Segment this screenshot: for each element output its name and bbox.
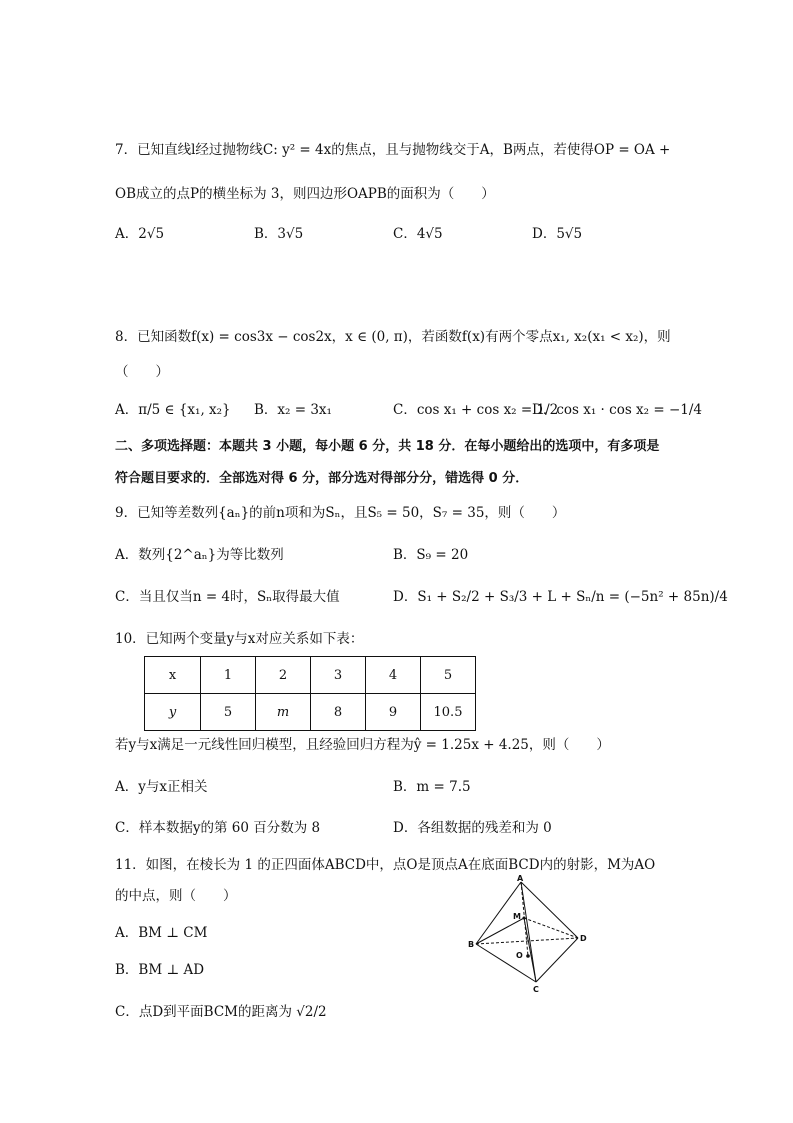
q10-option-b: B．m = 7.5 xyxy=(393,779,471,795)
q9-option-d: D．S₁ + S₂/2 + S₃/3 + L + Sₙ/n = (−5n² + 85n)/4 xyxy=(393,589,728,605)
figure-label-d: D xyxy=(580,934,587,943)
section2-line1: 二、多项选择题：本题共 3 小题，每小题 6 分，共 18 分．在每小题给出的选项中，有多项是 xyxy=(115,439,660,454)
q7-line2: OB成立的点P的横坐标为 3，则四边形OAPB的面积为（ ） xyxy=(115,186,495,202)
table-cell: 8 xyxy=(311,694,366,731)
figure-label-b: B xyxy=(468,940,475,949)
q8-option-a: A．π/5 ∈ {x₁, x₂} xyxy=(115,402,231,418)
figure-label-o: O xyxy=(516,951,523,960)
q7-option-a: A．2√5 xyxy=(115,226,165,242)
table-cell: 5 xyxy=(201,694,256,731)
q9-option-c: C．当且仅当n = 4时，Sₙ取得最大值 xyxy=(115,589,340,605)
q11-option-c: C．点D到平面BCM的距离为 √2/2 xyxy=(115,1004,327,1020)
q10-option-a: A．y与x正相关 xyxy=(115,779,208,795)
figure-label-m: M xyxy=(513,912,521,921)
q11-line2: 的中点，则（ ） xyxy=(115,888,237,904)
table-cell: m xyxy=(256,694,311,731)
q10-option-c: C．样本数据y的第 60 百分数为 8 xyxy=(115,820,321,836)
table-row xyxy=(145,694,476,731)
q8-option-d: D．cos x₁ · cos x₂ = −1/4 xyxy=(532,402,702,418)
table-cell: 4 xyxy=(366,657,421,694)
figure-label-a: A xyxy=(517,874,524,883)
table-cell: 9 xyxy=(366,694,421,731)
q9-stem: 9．已知等差数列{aₙ}的前n项和为Sₙ，且S₅ = 50，S₇ = 35，则（ ） xyxy=(115,505,566,521)
table-cell: 2 xyxy=(256,657,311,694)
section2-line2: 符合题目要求的．全部选对得 6 分，部分选对得部分分，错选得 0 分． xyxy=(115,471,529,486)
q8-line1: 8．已知函数f(x) = cos3x − cos2x，x ∈ (0, π)，若函数f(x)有两个零点x₁, x₂(x₁ < x₂)，则 xyxy=(115,329,671,345)
q8-option-b: B．x₂ = 3x₁ xyxy=(254,402,332,418)
q10-after: 若y与x满足一元线性回归模型，且经验回归方程为ŷ = 1.25x + 4.25，则（ ） xyxy=(115,737,610,753)
q7-line1: 7．已知直线l经过抛物线C: y² = 4x的焦点，且与抛物线交于A，B两点，若使得OP = OA + xyxy=(115,142,671,158)
q7-option-d: D．5√5 xyxy=(532,226,583,242)
q9-option-b: B．S₉ = 20 xyxy=(393,547,469,563)
q7-option-b: B．3√5 xyxy=(254,226,304,242)
q8-line2: （ ） xyxy=(115,364,169,380)
figure-label-c: C xyxy=(533,985,539,994)
table-cell: 1 xyxy=(201,657,256,694)
table-cell: y xyxy=(145,694,201,731)
table-cell: 3 xyxy=(311,657,366,694)
q10-stem: 10．已知两个变量y与x对应关系如下表： xyxy=(115,631,364,647)
table-cell: x xyxy=(145,657,201,694)
q11-option-b: B．BM ⊥ AD xyxy=(115,962,205,978)
q10-option-d: D．各组数据的残差和为 0 xyxy=(393,820,552,836)
q11-option-a: A．BM ⊥ CM xyxy=(115,925,208,941)
q11-line1: 11．如图，在棱长为 1 的正四面体ABCD中，点O是顶点A在底面BCD内的射影，M为AO xyxy=(115,857,656,873)
tetrahedron-figure xyxy=(466,874,596,994)
q10-table xyxy=(144,656,476,731)
table-row xyxy=(145,657,476,694)
q9-option-a: A．数列{2^aₙ}为等比数列 xyxy=(115,547,284,563)
q8-option-c: C．cos x₁ + cos x₂ = 1/2 xyxy=(393,402,559,418)
table-cell: 5 xyxy=(421,657,476,694)
table-cell: 10.5 xyxy=(421,694,476,731)
q7-option-c: C．4√5 xyxy=(393,226,443,242)
